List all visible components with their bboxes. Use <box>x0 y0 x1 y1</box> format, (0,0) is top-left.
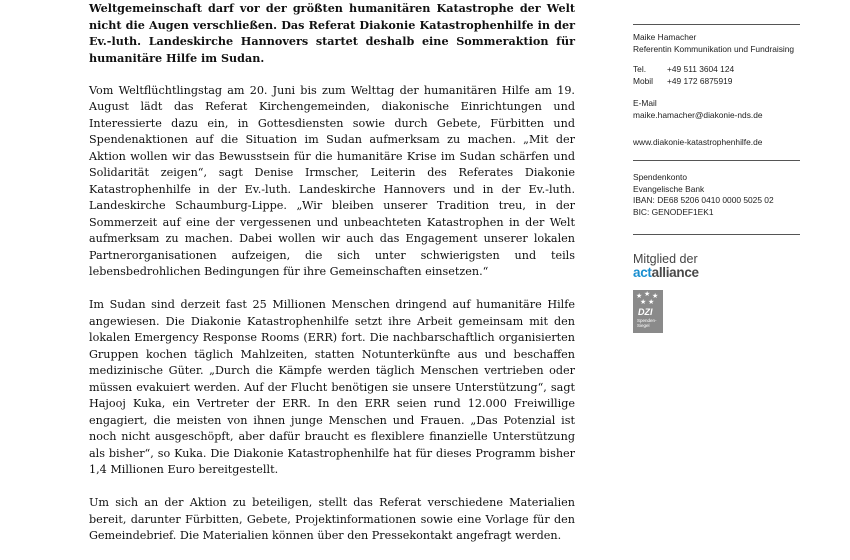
contact-role: Referentin Kommunikation und Fundraising <box>633 43 795 54</box>
bank-bic: BIC: GENODEF1EK1 <box>633 206 714 217</box>
dzi-star-icon: ★ <box>648 298 655 306</box>
dzi-title: DZI <box>638 307 653 317</box>
mobil-value[interactable]: +49 172 6875919 <box>667 75 733 86</box>
press-release-body <box>89 0 575 545</box>
sidebar-divider-top <box>633 24 800 25</box>
bank-iban: IBAN: DE68 5206 0410 0000 5025 02 <box>633 195 774 206</box>
dzi-seal-logo <box>633 290 663 333</box>
sidebar-divider-mid <box>633 160 800 161</box>
bank-title: Spendenkonto <box>633 172 688 182</box>
paragraph-1: Vom Weltflüchtlingstag am 20. Juni bis zum Welttag der humanitären Hilfe am 19. August lädt das Referat Kirchengemeinden, diakonische Einrichtungen und Interessierte dazu ein, in Gottesdiensten sowie durch Gebete, Fürbitten und Spendenaktionen auf die Situation im Sudan aufmerksam zu machen. „Mit der Aktion wollen wir das Bewusstsein für die humanitäre Krise im Sudan schärfen und Solidarität zeigen“, sagt Denise Irmscher, Leiterin des Referates Diakonie Katastrophenhilfe in der Ev.-luth. Landeskirche Hannovers und in der Ev.-luth. Landeskirche Schaumburg-Lippe. „Wir bleiben unserer Tradition treu, in der Sommerzeit auf eine der vergessenen und unbeachteten Katastrophen in der Welt aufmerksam zu machen. Dabei wollen wir auch das Engagement unserer lokalen Partnerorganisationen aufzeigen, die sich unter schwierigsten und teils lebensbedrohlichen Bedingungen für ihre Gemeinschaften einsetzen.“ <box>89 83 575 278</box>
dzi-star-icon: ★ <box>652 292 659 300</box>
act-brand-a: act <box>633 265 652 280</box>
mobil-label: Mobil <box>633 75 654 86</box>
dzi-sub2: Siegel <box>637 323 650 328</box>
dzi-star-icon: ★ <box>644 290 651 298</box>
act-brand-b: alliance <box>651 265 699 280</box>
sidebar-divider-bottom <box>633 234 800 235</box>
tel-label: Tel. <box>633 64 647 74</box>
bank-name: Evangelische Bank <box>633 183 705 194</box>
email-label: E-Mail <box>633 98 657 108</box>
dzi-star-icon: ★ <box>640 298 647 306</box>
paragraph-2: Im Sudan sind derzeit fast 25 Millionen Menschen dringend auf humanitäre Hilfe angewiesen. Die Diakonie Katastrophenhilfe setzt ihre Arbeit gemeinsam mit den lokalen Emergency Response Rooms (ERR) fort. Die nachbarschaftlich organisierten Gruppen kochen täglich Mahlzeiten, statten Notunterkünfte aus und beschaffen medizinische Güter. „Durch die Kämpfe werden täglich Menschen vertrieben oder müssen evakuiert werden. Auf der Flucht benötigen sie unsere Unterstützung“, sagt Hajooj Kuka, ein Vertreter der ERR. In den ERR seien rund 12.000 Freiwillige engagiert, die meisten von ihnen junge Menschen und Frauen. „Das Potenzial ist noch nicht ausgeschöpft, aber dafür braucht es flexiblere finanzielle Unterstützung als bisher“, so Kuka. Die Diakonie Katastrophenhilfe hat für dieses Programm bisher 1,4 Millionen Euro bereitgestellt. <box>89 298 575 476</box>
lead-paragraph: Weltgemeinschaft darf vor der größten humanitären Katastrophe der Welt nicht die Augen verschließen. Das Referat Diakonie Katastrophenhilfe in der Ev.-luth. Landeskirche Hannovers startet deshalb eine Sommeraktion für humanitäre Hilfe im Sudan. <box>89 1 575 65</box>
dzi-star-icon: ★ <box>636 292 643 300</box>
act-member-text: Mitglied der <box>633 252 698 266</box>
tel-value[interactable]: +49 511 3604 124 <box>667 64 735 74</box>
website-link[interactable]: www.diakonie-katastrophenhilfe.de <box>633 137 763 147</box>
act-alliance-logo <box>633 252 699 280</box>
contact-name: Maike Hamacher <box>633 32 697 42</box>
paragraph-3: Um sich an der Aktion zu beteiligen, stellt das Referat verschiedene Materialien bereit, darunter Fürbitten, Gebete, Projektinformationen sowie eine Vorlage für den Gemeindebrief. Die Materialien können über den Pressekontakt angefragt werden. <box>89 496 575 542</box>
dzi-sub1: Spenden- <box>637 318 657 323</box>
email-link[interactable]: maike.hamacher@diakonie-nds.de <box>633 109 763 120</box>
